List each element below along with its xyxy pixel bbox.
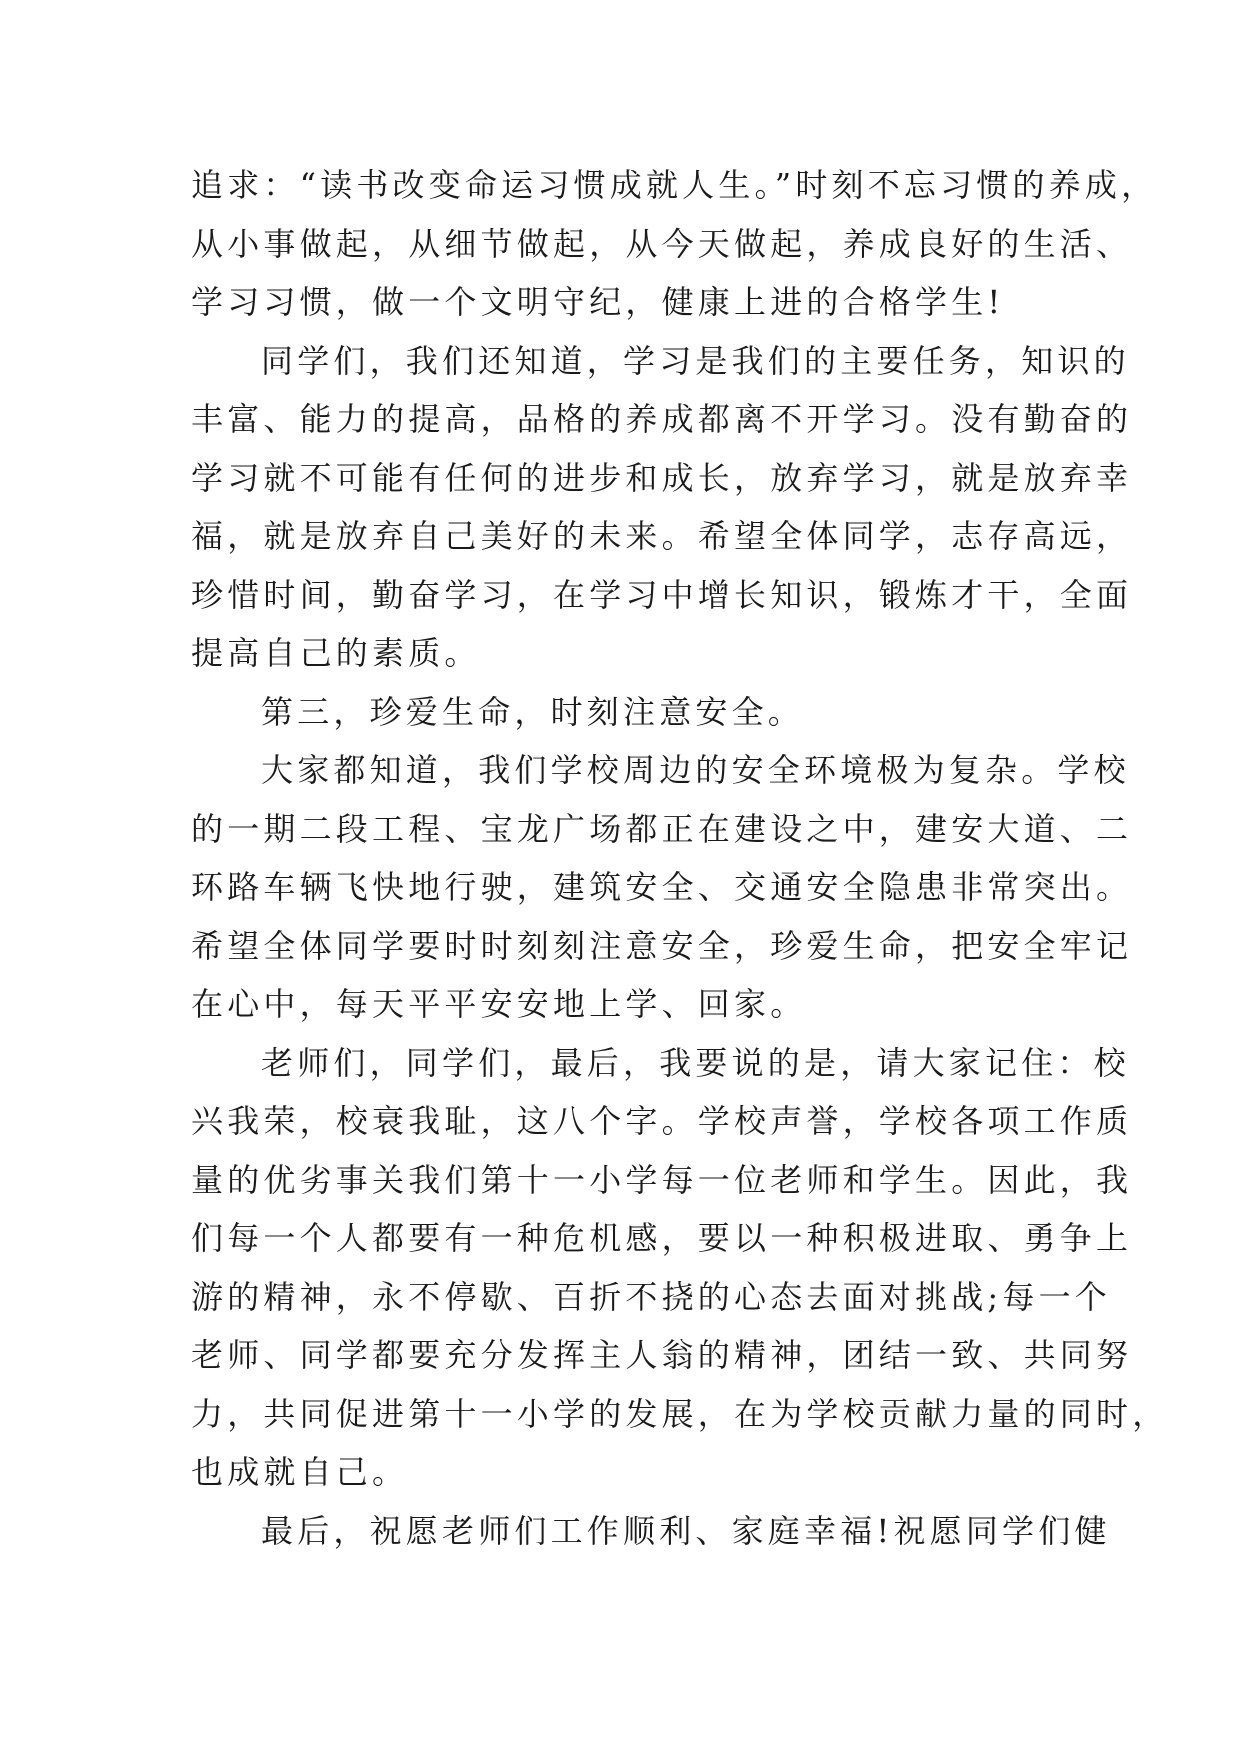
- text-line: 的一期二段工程、宝龙广场都正在建设之中，建安大道、二: [191, 809, 1133, 848]
- paragraph-start-line: 最后，祝愿老师们工作顺利、家庭幸福!祝愿同学们健: [261, 1511, 1111, 1550]
- text-line: 环路车辆飞快地行驶，建筑安全、交通安全隐患非常突出。: [191, 868, 1133, 906]
- text-line: 们每一个人都要有一种危机感，要以一种积极进取、勇争上: [191, 1219, 1133, 1257]
- text-line: 学习就不可能有任何的进步和成长，放弃学习，就是放弃幸: [191, 458, 1133, 497]
- text-line: 福，就是放弃自己美好的未来。希望全体同学，志存高远，: [191, 517, 1133, 555]
- section-heading-line: 第三，珍爱生命，时刻注意安全。: [261, 692, 805, 731]
- text-line: 老师、同学都要充分发挥主人翁的精神，团结一致、共同努: [191, 1336, 1133, 1374]
- text-line: 学习习惯，做一个文明守纪，健康上进的合格学生!: [191, 283, 1005, 321]
- paragraph-start-line: 老师们，同学们，最后，我要说的是，请大家记住：校: [261, 1043, 1130, 1082]
- text-line: 力，共同促进第十一小学的发展，在为学校贡献力量的同时，: [191, 1394, 1169, 1433]
- paragraph-start-line: 大家都知道，我们学校周边的安全环境极为复杂。学校: [261, 751, 1130, 789]
- text-line: 追求：“读书改变命运习惯成就人生。”时刻不忘习惯的养成，: [191, 166, 1158, 204]
- text-line: 从小事做起，从细节做起，从今天做起，养成良好的生活、: [191, 224, 1133, 263]
- text-line: 珍惜时间，勤奋学习，在学习中增长知识，锻炼才干，全面: [191, 575, 1133, 614]
- text-line: 在心中，每天平平安安地上学、回家。: [191, 985, 807, 1023]
- text-line: 量的优劣事关我们第十一小学每一位老师和学生。因此，我: [191, 1160, 1133, 1199]
- text-line: 丰富、能力的提高，品格的养成都离不开学习。没有勤奋的: [191, 400, 1133, 438]
- paragraph-start-line: 同学们，我们还知道，学习是我们的主要任务，知识的: [261, 341, 1130, 380]
- text-line: 兴我荣，校衰我耻，这八个字。学校声誉，学校各项工作质: [191, 1102, 1133, 1140]
- text-line: 也成就自己。: [191, 1453, 409, 1491]
- text-line: 游的精神，永不停歇、百折不挠的心态去面对挑战;每一个: [191, 1277, 1111, 1316]
- text-line: 希望全体同学要时时刻刻注意安全，珍爱生命，把安全牢记: [191, 926, 1133, 965]
- document-body: [191, 156, 1169, 1560]
- text-line: 提高自己的素质。: [191, 634, 481, 672]
